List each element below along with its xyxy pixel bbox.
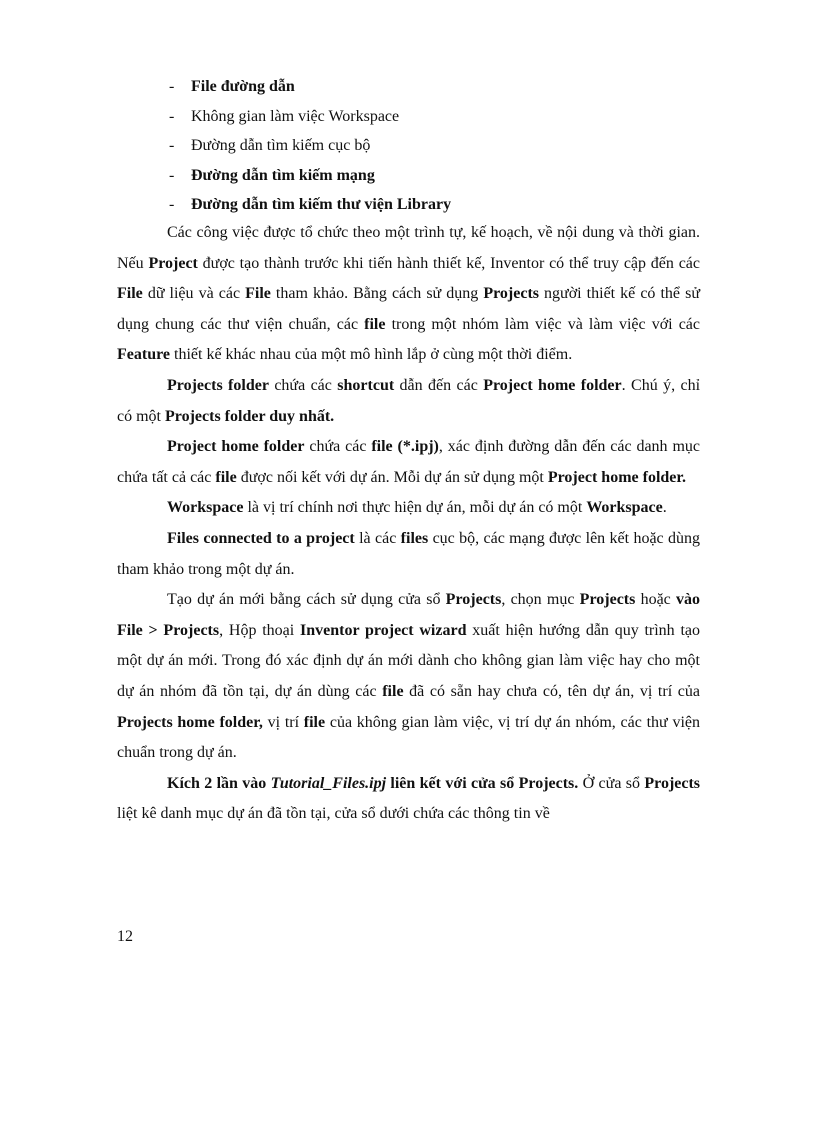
text-run: file — [215, 468, 237, 486]
text-run: Project home folder — [167, 438, 305, 456]
text-run: File — [245, 285, 271, 303]
paragraph — [117, 493, 700, 524]
text-run: Tạo dự án mới bằng cách sử dụng cửa sổ — [167, 591, 446, 609]
text-run: . — [662, 499, 667, 517]
text-run: cục bộ, các mạng được lên kết hoặc dùng tham khảo trong một dự án. — [117, 529, 700, 578]
paragraph — [117, 585, 700, 769]
text-run: , xác định đường dẫn đến các danh mục chứa tất cả các — [117, 438, 700, 486]
text-run: Feature — [117, 346, 171, 364]
list-item — [169, 131, 451, 161]
text-run: Tutorial_Files.ipj — [270, 774, 387, 792]
text-run: chứa các — [304, 438, 372, 456]
text-run: chứa các — [268, 376, 338, 394]
list-item-text: Đường dẫn tìm kiếm mạng — [191, 166, 375, 184]
text-run: dữ liệu và các — [142, 285, 246, 303]
paragraph — [117, 524, 700, 585]
bullet-list — [169, 72, 451, 220]
text-run: . Chú ý, chỉ có một — [117, 376, 701, 425]
page-number: 12 — [117, 928, 133, 945]
text-run: Files connected to a project — [167, 529, 355, 547]
text-run: , chọn mục — [501, 591, 580, 609]
text-run: Inventor project wizard — [299, 621, 467, 639]
text-run: Projects — [579, 591, 636, 609]
list-item-text: File đường dẫn — [191, 78, 295, 95]
body-text — [117, 218, 700, 830]
text-run: Các công việc được tổ chức theo một trình tự, kế hoạch, về nội dung và thời gian. Nếu — [117, 224, 700, 272]
text-run: Workspace — [586, 499, 663, 517]
text-run: Project — [148, 254, 198, 272]
text-run: Workspace — [167, 499, 244, 517]
list-marker: - — [169, 107, 175, 125]
text-run: , Hộp thoại — [219, 621, 300, 639]
text-run: Project home folder — [483, 376, 622, 394]
text-run: của không gian làm việc, vị trí dự án nhóm, các thư viện chuẩn trong dự án. — [117, 713, 700, 762]
text-run: dẫn đến các — [394, 376, 484, 394]
text-run: file — [303, 713, 326, 731]
text-run: shortcut — [337, 376, 395, 394]
text-run: file — [382, 682, 404, 700]
text-run: files — [400, 529, 429, 547]
list-item-text: Đường dẫn tìm kiếm cục bộ — [191, 137, 371, 154]
paragraph — [117, 218, 700, 371]
list-item — [169, 161, 451, 191]
text-run: vào File > Projects — [117, 591, 700, 639]
list-marker: - — [169, 196, 175, 213]
text-run: File — [117, 285, 143, 303]
text-run: tham khảo. Bằng cách sử dụng — [270, 285, 484, 303]
text-run: là vị trí chính nơi thực hiện dự án, mỗi dự án có một — [243, 499, 587, 517]
text-run: Kích 2 lần vào — [167, 774, 271, 792]
text-run: người thiết kế có thể sử dụng chung các thư viện chuẩn, các — [117, 285, 700, 333]
list-item-text: Không gian làm việc Workspace — [191, 107, 400, 125]
text-run: Projects — [483, 285, 539, 303]
text-run: hoặc — [635, 591, 676, 609]
list-item — [169, 190, 451, 220]
text-run: file (*.ipj) — [371, 438, 439, 456]
text-run: trong một nhóm làm việc và làm việc với các — [385, 315, 701, 333]
list-marker: - — [169, 137, 175, 154]
text-run: Project home folder. — [547, 468, 687, 486]
text-run: Projects — [644, 774, 701, 792]
text-run: được tạo thành trước khi tiến hành thiết kế, Inventor có thể truy cập đến các — [197, 254, 700, 272]
list-item-text: Đường dẫn tìm kiếm thư viện Library — [191, 196, 452, 213]
text-run: là các — [354, 529, 401, 547]
text-run: liệt kê danh mục dự án đã tồn tại, cửa sổ dưới chứa các thông tin về — [117, 805, 550, 823]
list-item — [169, 102, 451, 132]
paragraph — [117, 432, 700, 493]
text-run: Projects — [445, 591, 502, 609]
text-run: Projects folder — [167, 376, 269, 394]
text-run: thiết kế khác nhau của một mô hình lắp ở cùng một thời điểm. — [170, 346, 573, 364]
text-run: file — [364, 315, 386, 333]
text-run: vị trí — [262, 713, 304, 731]
text-run: Projects folder duy nhất. — [165, 407, 335, 425]
list-item — [169, 72, 451, 102]
paragraph — [117, 769, 700, 830]
text-run: xuất hiện hướng dẫn quy trình tạo một dự án mới. Trong đó xác định dự án mới dành cho không gian làm việc hay cho một dự án nhóm đã tồn tại, dự án dùng các — [117, 621, 701, 700]
paragraph — [117, 371, 700, 432]
text-run: Ở cửa sổ — [578, 774, 645, 792]
text-run: Projects home folder, — [117, 713, 263, 731]
text-run: liên kết với cửa sổ Projects. — [386, 774, 579, 792]
text-run: được nối kết với dự án. Mỗi dự án sử dụng một — [236, 468, 548, 486]
list-marker: - — [169, 78, 175, 95]
text-run: đã có sẵn hay chưa có, tên dự án, vị trí của — [403, 682, 700, 700]
list-marker: - — [169, 166, 175, 184]
